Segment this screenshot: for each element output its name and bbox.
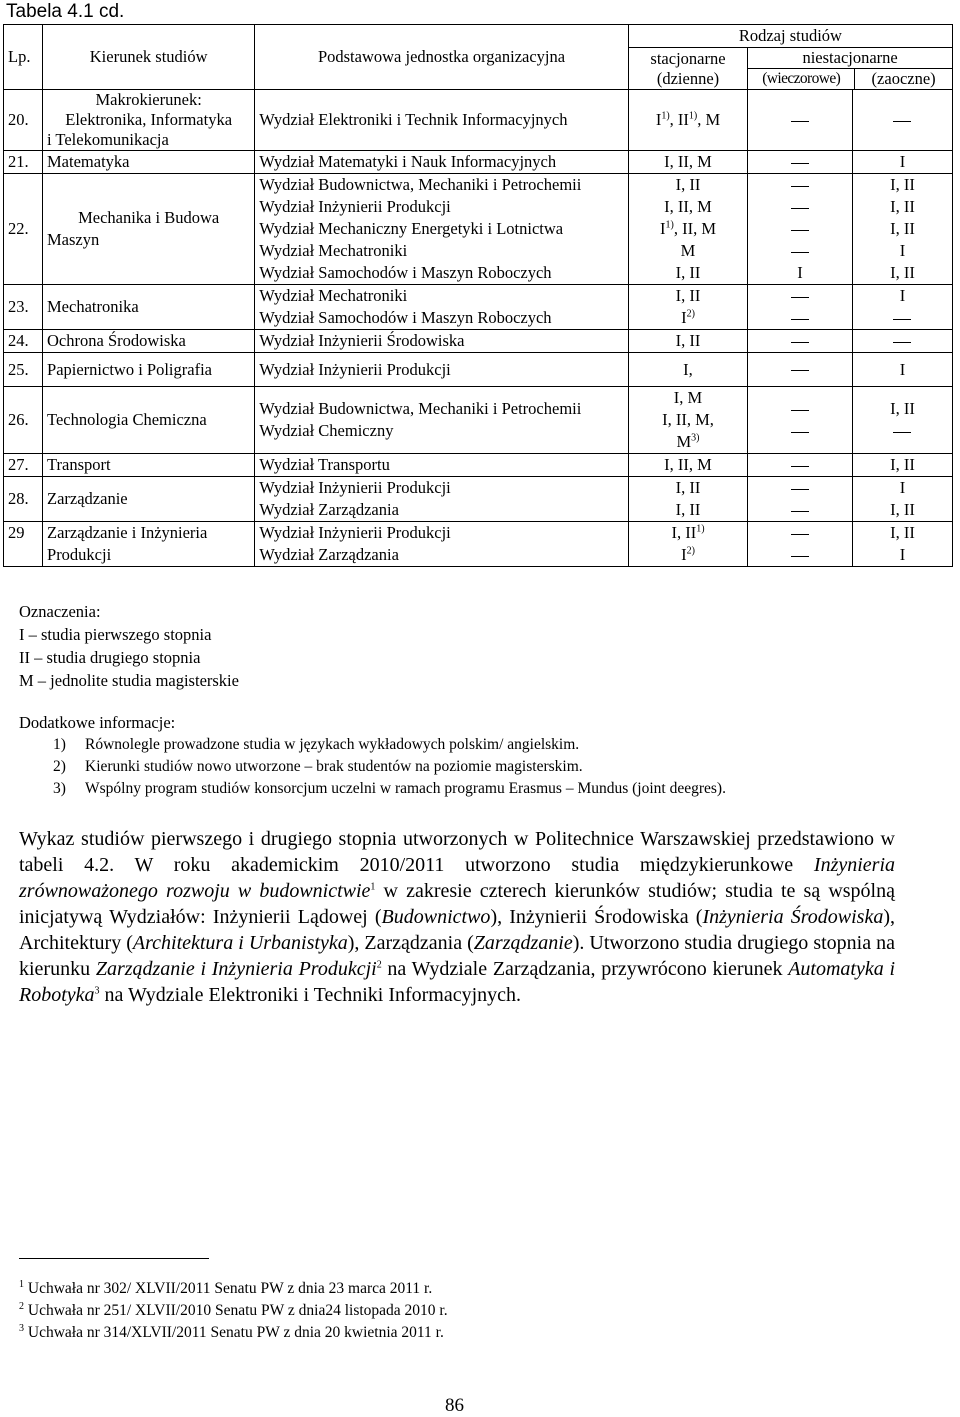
footnotes — [19, 1278, 448, 1344]
table-row — [4, 330, 953, 353]
jednostka-line: Wydział Chemiczny — [259, 421, 394, 440]
jednostka-line: Wydział Mechatroniki — [259, 286, 408, 305]
row-lp: 25. — [4, 353, 43, 387]
dash-mark — [791, 370, 809, 371]
row-lp: 27. — [4, 454, 43, 477]
row-zaoczne: I — [852, 353, 952, 387]
kierunek-line: Maszyn — [47, 230, 100, 249]
value-line — [857, 420, 948, 442]
italic-term: Inżynieria Środowiska — [702, 906, 884, 928]
footnote-ref: 1 — [370, 881, 376, 893]
value-line: I, II — [890, 175, 915, 194]
page-number: 86 — [445, 1395, 464, 1416]
value-line: I, II — [890, 500, 915, 519]
value-line: I, II — [675, 263, 701, 282]
row-jednostka — [255, 285, 629, 330]
header-dzienne-label: (dzienne) — [656, 68, 720, 88]
value-line: I, II — [890, 523, 915, 542]
value-line: I — [899, 478, 906, 497]
dash-mark — [791, 466, 809, 467]
footnote-number: 2 — [19, 1300, 24, 1312]
value-line: I, II — [890, 219, 915, 238]
additional-info-item — [53, 756, 726, 778]
row-stacjonarne — [628, 90, 747, 151]
value-line — [633, 544, 743, 566]
row-stacjonarne: I, — [628, 353, 747, 387]
dash-mark — [791, 208, 809, 209]
italic-term: Zarządzanie i Inżynieria Produkcji — [95, 958, 377, 980]
row-zaoczne — [852, 330, 952, 353]
row-wieczorowe — [748, 353, 853, 387]
footnote-number: 3 — [19, 1322, 24, 1334]
table-row — [4, 387, 953, 454]
item-number: 3) — [53, 780, 66, 797]
header-niestacjonarne — [748, 48, 953, 90]
row-stacjonarne — [628, 174, 747, 285]
value-line: M — [680, 241, 696, 260]
table-row — [4, 353, 953, 387]
item-text: Wspólny program studiów konsorcjum uczelni w ramach programu Erasmus – Mundus (joint deegres). — [85, 780, 726, 797]
row-lp: 28. — [4, 477, 43, 522]
footnote-text: Uchwała nr 302/ XLVII/2011 Senatu PW z dnia 23 marca 2011 r. — [27, 1280, 433, 1297]
table-header-row-1 — [4, 25, 953, 48]
footnote-text: Uchwała nr 251/ XLVII/2010 Senatu PW z dnia24 listopada 2010 r. — [27, 1302, 448, 1319]
additional-info — [19, 712, 726, 800]
row-jednostka — [255, 522, 629, 567]
value-line — [752, 196, 848, 218]
value-text: , M — [697, 110, 721, 129]
value-text: I — [681, 545, 687, 564]
additional-info-item — [53, 734, 726, 756]
value-line — [752, 398, 848, 420]
kierunek-line: Mechanika i Budowa — [78, 208, 220, 227]
row-wieczorowe — [748, 477, 853, 522]
row-wieczorowe — [748, 174, 853, 285]
value-line: I, II — [675, 286, 701, 305]
row-lp: 21. — [4, 151, 43, 174]
footnote-number: 1 — [19, 1278, 24, 1290]
value-line — [752, 522, 848, 544]
value-line: I, II — [890, 263, 915, 282]
value-line — [752, 240, 848, 262]
value-line — [752, 285, 848, 307]
row-wieczorowe — [748, 285, 853, 330]
value-line — [633, 307, 743, 329]
legend-item: II – studia drugiego stopnia — [19, 648, 201, 667]
body-paragraph — [19, 826, 895, 1008]
dash-mark — [791, 410, 809, 411]
value-line: I, II — [675, 478, 701, 497]
dash-mark — [791, 489, 809, 490]
dash-mark — [893, 121, 911, 122]
row-stacjonarne — [628, 387, 747, 454]
kierunek-line: Produkcji — [47, 545, 112, 564]
legend-title: Oznaczenia: — [19, 602, 101, 621]
row-wieczorowe — [748, 330, 853, 353]
kierunek-line: i Telekomunikacja — [47, 130, 169, 149]
value-text: , II — [669, 110, 689, 129]
item-number: 2) — [53, 758, 66, 775]
value-line — [633, 218, 743, 240]
text-run: w zakresie czterech kierunków studiów; studia te są wspólną inicjatywą Wydziałów: Inżynierii Lądowej ( — [19, 880, 895, 928]
row-zaoczne — [852, 90, 952, 151]
row-kierunek: Mechatronika — [43, 285, 255, 330]
footnote — [19, 1300, 448, 1322]
table-row — [4, 285, 953, 330]
row-jednostka — [255, 387, 629, 454]
additional-info-title: Dodatkowe informacje: — [19, 713, 176, 732]
text-run: na Wydziale Zarządzania, przywrócono kierunek — [381, 958, 789, 980]
row-stacjonarne: I, II — [628, 330, 747, 353]
row-kierunek — [43, 90, 255, 151]
jednostka-line: Wydział Inżynierii Produkcji — [259, 523, 451, 542]
study-programs-table — [3, 24, 953, 567]
value-line: I, II — [890, 197, 915, 216]
table-row — [4, 477, 953, 522]
italic-term: Architektura i Urbanistyka — [132, 932, 348, 954]
item-number: 1) — [53, 736, 66, 753]
dash-mark — [791, 511, 809, 512]
row-stacjonarne: I, II, M — [628, 151, 747, 174]
footnote — [19, 1322, 448, 1344]
row-jednostka: Wydział Matematyki i Nauk Informacyjnych — [255, 151, 629, 174]
value-line — [752, 174, 848, 196]
kierunek-line: Makrokierunek: — [95, 90, 202, 109]
value-text: , II, M — [673, 219, 716, 238]
dash-mark — [791, 230, 809, 231]
header-stacjonarne-label: stacjonarne — [650, 48, 726, 68]
value-line: I, II, M — [664, 197, 712, 216]
value-text: I, II — [671, 523, 697, 542]
row-kierunek: Ochrona Środowiska — [43, 330, 255, 353]
value-line: I, II — [675, 500, 701, 519]
dash-mark — [791, 556, 809, 557]
footnote-ref: 2) — [686, 545, 695, 557]
jednostka-line: Wydział Budownictwa, Mechaniki i Petrochemii — [259, 399, 582, 418]
table-row — [4, 522, 953, 567]
row-zaoczne — [852, 387, 952, 454]
row-jednostka: Wydział Inżynierii Produkcji — [255, 353, 629, 387]
value-text: I — [659, 219, 666, 238]
row-wieczorowe — [748, 387, 853, 454]
legend-item: M – jednolite studia magisterskie — [19, 671, 239, 690]
header-niestacjonarne-label: niestacjonarne — [748, 48, 952, 69]
text-run: na Wydziale Elektroniki i Techniki Informacyjnych. — [99, 984, 522, 1006]
value-line — [633, 522, 743, 544]
header-jednostka: Podstawowa jednostka organizacyjna — [255, 25, 629, 90]
table-row — [4, 174, 953, 285]
footnote-ref: 1) — [696, 523, 705, 535]
dash-mark — [791, 319, 809, 320]
value-line: I — [797, 263, 803, 282]
dash-mark — [893, 432, 911, 433]
row-lp: 29 — [4, 522, 43, 567]
footnote-ref: 1) — [688, 110, 698, 122]
row-wieczorowe — [748, 454, 853, 477]
row-stacjonarne — [628, 285, 747, 330]
legend-item: I – studia pierwszego stopnia — [19, 625, 212, 644]
legend-oznaczenia — [19, 600, 239, 692]
additional-info-item — [53, 778, 726, 800]
row-jednostka — [255, 174, 629, 285]
footnote-ref: 2 — [376, 959, 382, 971]
dash-mark — [893, 342, 911, 343]
row-jednostka: Wydział Transportu — [255, 454, 629, 477]
dash-mark — [791, 297, 809, 298]
row-zaoczne — [852, 522, 952, 567]
row-lp: 20. — [4, 90, 43, 151]
jednostka-line: Wydział Samochodów i Maszyn Roboczych — [259, 308, 552, 327]
row-zaoczne: I, II — [852, 454, 952, 477]
row-zaoczne — [852, 285, 952, 330]
jednostka-line: Wydział Inżynierii Produkcji — [259, 197, 451, 216]
footnote-ref: 1) — [661, 110, 670, 122]
row-lp: 26. — [4, 387, 43, 454]
row-lp: 23. — [4, 285, 43, 330]
table-row — [4, 454, 953, 477]
value-line: I, II — [675, 175, 701, 194]
jednostka-line: Wydział Zarządzania — [259, 500, 399, 519]
text-run: ), Architektury ( — [19, 906, 896, 954]
header-stacjonarne — [628, 48, 747, 90]
row-zaoczne — [852, 174, 952, 285]
row-lp: 24. — [4, 330, 43, 353]
row-zaoczne: I — [852, 151, 952, 174]
row-zaoczne — [852, 477, 952, 522]
jednostka-line: Wydział Mechaniczny Energetyki i Lotnictwa — [259, 219, 564, 238]
row-jednostka: Wydział Inżynierii Środowiska — [255, 330, 629, 353]
row-jednostka — [255, 477, 629, 522]
footnote-ref: 3 — [94, 985, 100, 997]
value-line — [633, 431, 743, 453]
value-line: I — [899, 241, 906, 260]
value-line — [752, 307, 848, 329]
jednostka-line: Wydział Inżynierii Produkcji — [259, 478, 451, 497]
italic-term: Zarządzanie — [473, 932, 573, 954]
value-text: I — [655, 110, 662, 129]
italic-term: Automatyka i Robotyka — [19, 958, 895, 1006]
row-wieczorowe — [748, 522, 853, 567]
row-stacjonarne: I, II, M — [628, 454, 747, 477]
footnote-ref: 3) — [691, 432, 700, 444]
header-lp: Lp. — [4, 25, 43, 90]
text-run: ). Utworzono studia drugiego stopnia na kierunku — [19, 932, 895, 980]
value-line — [752, 218, 848, 240]
dash-mark — [791, 163, 809, 164]
row-stacjonarne — [628, 477, 747, 522]
jednostka-line: Wydział Zarządzania — [259, 545, 399, 564]
row-kierunek — [43, 174, 255, 285]
text-run: ), Zarządzania ( — [347, 932, 474, 954]
row-stacjonarne — [628, 522, 747, 567]
kierunek-line: Zarządzanie i Inżynieria — [47, 523, 208, 542]
value-line: I, M — [673, 388, 703, 407]
table-caption: Tabela 4.1 cd. — [6, 1, 125, 22]
header-wieczorowe-label: (wieczorowe) — [748, 69, 855, 89]
value-line — [752, 420, 848, 442]
row-kierunek: Technologia Chemiczna — [43, 387, 255, 454]
header-kierunek: Kierunek studiów — [43, 25, 255, 90]
dash-mark — [791, 186, 809, 187]
footnote — [19, 1278, 448, 1300]
row-wieczorowe — [748, 151, 853, 174]
value-line — [752, 544, 848, 566]
row-kierunek — [43, 522, 255, 567]
value-text: I — [681, 308, 687, 327]
kierunek-line: Elektronika, Informatyka — [65, 110, 233, 129]
footnote-text: Uchwała nr 314/XLVII/2011 Senatu PW z dnia 20 kwietnia 2011 r. — [27, 1324, 444, 1341]
row-lp: 22. — [4, 174, 43, 285]
table-row — [4, 151, 953, 174]
row-kierunek: Papiernictwo i Poligrafia — [43, 353, 255, 387]
row-kierunek: Transport — [43, 454, 255, 477]
table-row — [4, 90, 953, 151]
value-line — [752, 499, 848, 521]
dash-mark — [791, 252, 809, 253]
row-jednostka: Wydział Elektroniki i Technik Informacyjnych — [255, 90, 629, 151]
footnote-separator — [19, 1258, 209, 1259]
text-run: ), Inżynierii Środowiska ( — [490, 906, 703, 928]
item-text: Równolegle prowadzone studia w językach wykładowych polskim/ angielskim. — [85, 736, 580, 753]
italic-term: Budownictwo — [381, 906, 491, 928]
jednostka-line: Wydział Budownictwa, Mechaniki i Petrochemii — [259, 175, 582, 194]
value-line: I, II, M, — [662, 410, 714, 429]
value-text: M — [676, 432, 692, 451]
jednostka-line: Wydział Samochodów i Maszyn Roboczych — [259, 263, 552, 282]
value-line: I — [899, 286, 906, 305]
dash-mark — [791, 121, 809, 122]
footnote-ref: 1) — [665, 219, 674, 231]
text-run: Wykaz studiów pierwszego i drugiego stopnia utworzonych w Politechnice Warszawskiej przedstawiono w tabeli 4.2. W roku akademickim 2010/2011 utworzono studia międzykierunkowe — [19, 828, 895, 876]
dash-mark — [791, 432, 809, 433]
value-line: I, II — [890, 399, 915, 418]
row-kierunek: Zarządzanie — [43, 477, 255, 522]
dash-mark — [791, 342, 809, 343]
dash-mark — [893, 319, 911, 320]
value-line — [857, 307, 948, 329]
footnote-ref: 2) — [686, 308, 695, 320]
value-line — [752, 477, 848, 499]
header-rodzaj: Rodzaj studiów — [628, 25, 952, 48]
italic-term: Inżynieria zrównoważonego rozwoju w budownictwie — [19, 854, 895, 902]
dash-mark — [791, 534, 809, 535]
header-zaoczne-label: (zaoczne) — [871, 69, 936, 88]
value-line: I — [899, 545, 906, 564]
row-kierunek: Matematyka — [43, 151, 255, 174]
row-wieczorowe — [748, 90, 853, 151]
jednostka-line: Wydział Mechatroniki — [259, 241, 408, 260]
item-text: Kierunki studiów nowo utworzone – brak studentów na poziomie magisterskim. — [85, 758, 583, 775]
